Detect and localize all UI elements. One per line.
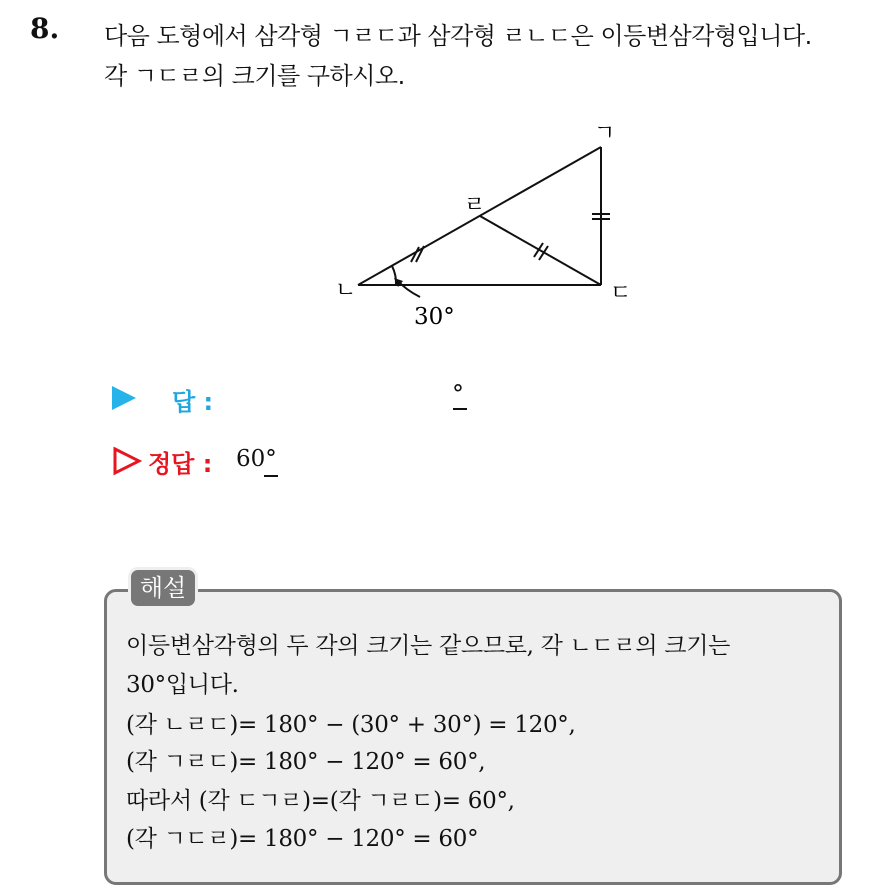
vertex-label-n: ㄴ: [335, 278, 357, 303]
play-arrow-icon: [112, 386, 136, 410]
answer-unit: °: [452, 380, 464, 408]
triangle-figure: [0, 0, 884, 360]
correct-answer-row: [108, 444, 608, 484]
vertex-label-d: ㄷ: [610, 281, 632, 306]
answer-row: [108, 380, 608, 420]
explanation-line: (각 ㄴㄹㄷ)= 180° − (30° + 30°) = 120°,: [126, 712, 576, 738]
angle-label: 30°: [414, 304, 455, 330]
answer-blank-underline: [453, 408, 467, 410]
outline-triangle-icon: [112, 446, 142, 476]
question-text-line2: 각 ㄱㄷㄹ의 크기를 구하시오.: [104, 62, 405, 90]
question-text-line1: 다음 도형에서 삼각형 ㄱㄹㄷ과 삼각형 ㄹㄴㄷ은 이등변삼각형입니다.: [104, 22, 812, 50]
correct-answer-value: 60°: [236, 446, 277, 472]
question-number: 8.: [30, 12, 60, 45]
explanation-line: (각 ㄱㄷㄹ)= 180° − 120° = 60°: [126, 826, 479, 852]
explanation-tab: 해설: [128, 567, 198, 609]
correct-answer-label: 정답 :: [148, 450, 213, 478]
explanation-line: 따라서 (각 ㄷㄱㄹ)=(각 ㄱㄹㄷ)= 60°,: [126, 788, 515, 814]
answer-label: 답 :: [172, 388, 214, 416]
correct-unit-underline: [264, 475, 278, 477]
explanation-line: (각 ㄱㄹㄷ)= 180° − 120° = 60°,: [126, 749, 486, 775]
angle-arc: [392, 266, 396, 285]
explanation-line: 이등변삼각형의 두 각의 크기는 같으므로, 각 ㄴㄷㄹ의 크기는: [126, 633, 731, 659]
edge-l-d: [480, 216, 601, 285]
vertex-label-l: ㄹ: [464, 193, 486, 218]
explanation-line: 30°입니다.: [126, 672, 239, 698]
vertex-label-g: ㄱ: [594, 121, 616, 146]
